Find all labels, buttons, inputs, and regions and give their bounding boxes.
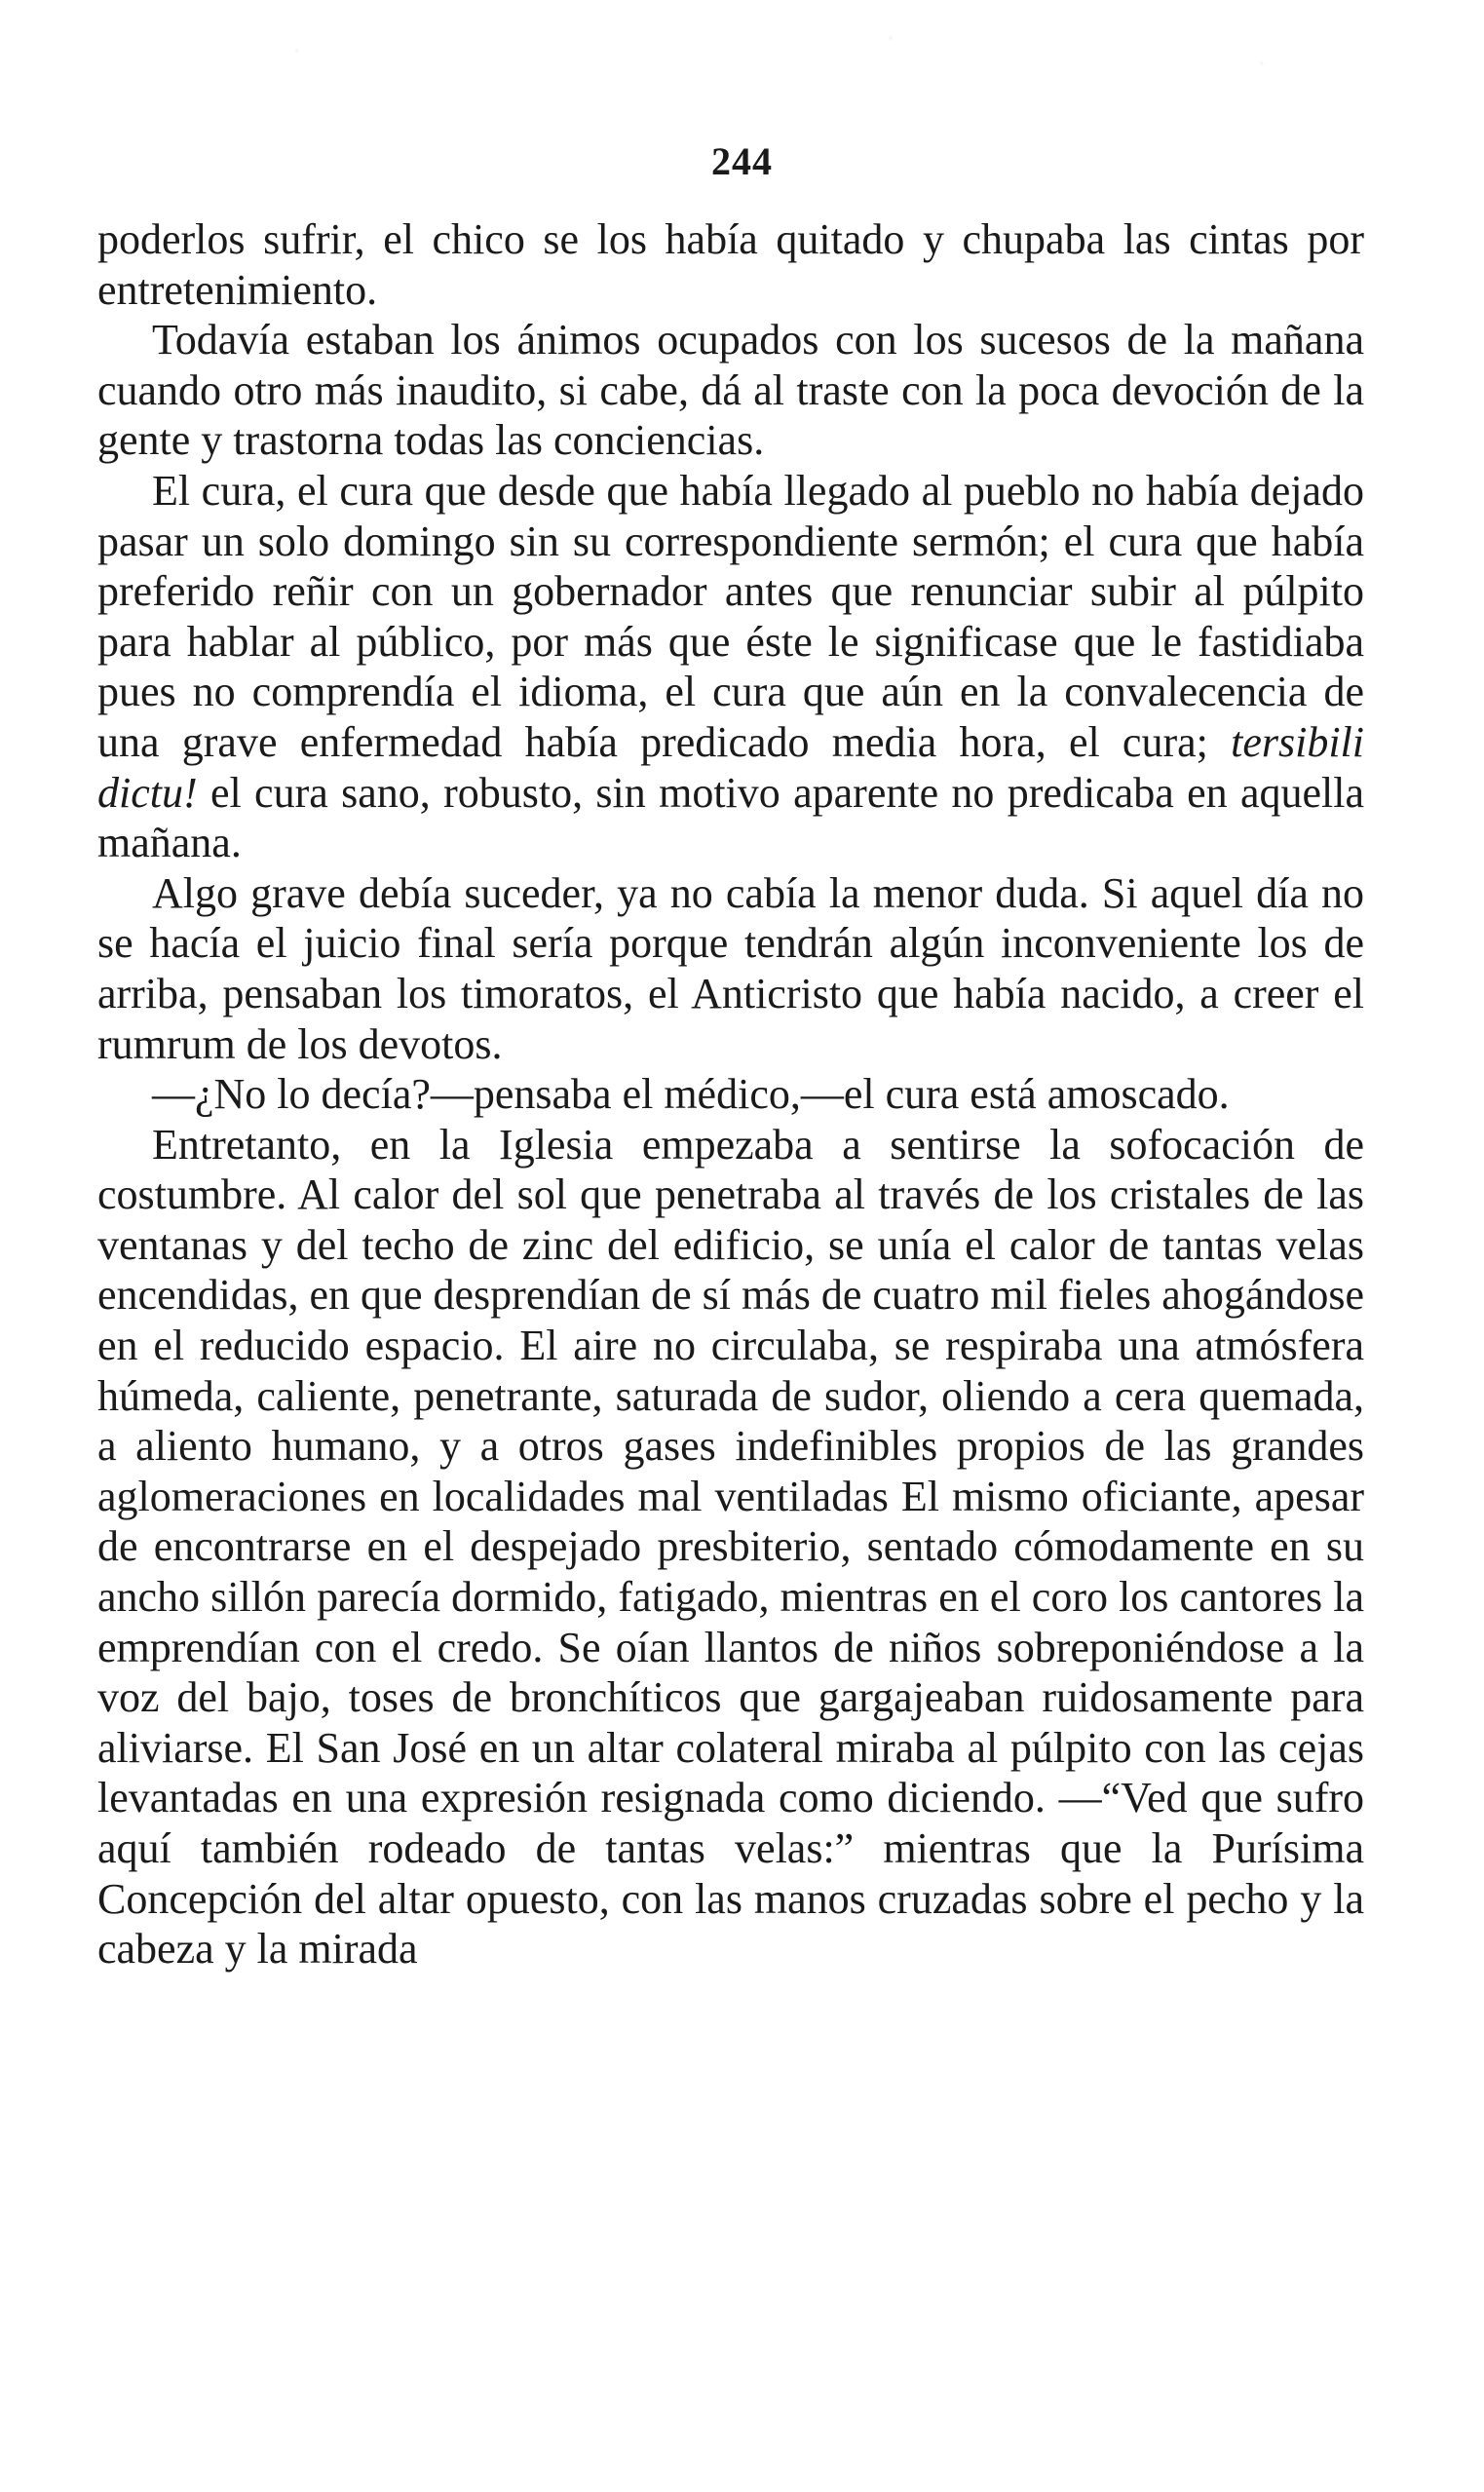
latin-phrase: tersibili dictu! — [97, 717, 1364, 817]
paragraph-3-text-a: El cura, el cura que desde que había llegado al pueblo no había dejado pasar un solo domingo sin su correspondiente sermón; el cura que había preferido reñir con un gobernador antes que renunciar subir al púlpito para hablar al público, por más que éste le significase que le fastidiaba pues no comprendía el idioma, el cura que aún en la convalecencia de una grave enfermedad había predicado media hora, el cura; — [97, 466, 1364, 766]
body-text — [97, 214, 1364, 1974]
paragraph-1: poderlos sufrir, el chico se los había quitado y chupaba las cintas por entretenimiento. — [97, 215, 1364, 314]
paragraph-3-text-b: el cura sano, robusto, sin motivo aparente no predicaba en aquella mañana. — [97, 768, 1364, 867]
paragraph-6: Entretanto, en la Iglesia empezaba a sentirse la sofocación de costumbre. Al calor del sol que penetraba al través de los cristales de las ventanas y del techo de zinc del edificio, se unía el calor de tantas velas encendidas, en que desprendían de sí más de cuatro mil fieles ahogándose en el reducido espacio. El aire no circulaba, se respiraba una atmósfera húmeda, caliente, penetrante, saturada de sudor, oliendo a cera quemada, a aliento humano, y a otros gases indefinibles propios de las grandes aglomeraciones en localidades mal ventiladas El mismo oficiante, apesar de encontrarse en el despejado presbiterio, sentado cómodamente en su ancho sillón parecía dormido, fatigado, mientras en el coro los cantores la emprendían con el credo. Se oían llantos de niños sobreponiéndose a la voz del bajo, toses de bronchíticos que gargajeaban ruidosamente para aliviarse. El San José en un altar colateral miraba al púlpito con las cejas levantadas en una expresión resignada como diciendo. —“Ved que sufro aquí también rodeado de tantas velas:” mientras que la Purísima Concepción del altar opuesto, con las manos cruzadas sobre el pecho y la cabeza y la mirada — [97, 1120, 1364, 1974]
paragraph-2: Todavía estaban los ánimos ocupados con los sucesos de la mañana cuando otro más inaudito, si cabe, dá al traste con la poca devoción de la gente y trastorna todas las conciencias. — [97, 316, 1364, 465]
paragraph-4: Algo grave debía suceder, ya no cabía la menor duda. Si aquel día no se hacía el juicio final sería porque tendrán algún inconveniente los de arriba, pensaban los timoratos, el Anticristo que había nacido, a creer el rumrum de los devotos. — [97, 868, 1364, 1068]
page-number: 244 — [711, 139, 773, 183]
paragraph-3 — [97, 466, 1364, 868]
paragraph-5-dialogue: —¿No lo decía?—pensaba el médico,—el cura está amoscado. — [152, 1070, 1230, 1119]
paper-speckle — [0, 0, 1484, 127]
